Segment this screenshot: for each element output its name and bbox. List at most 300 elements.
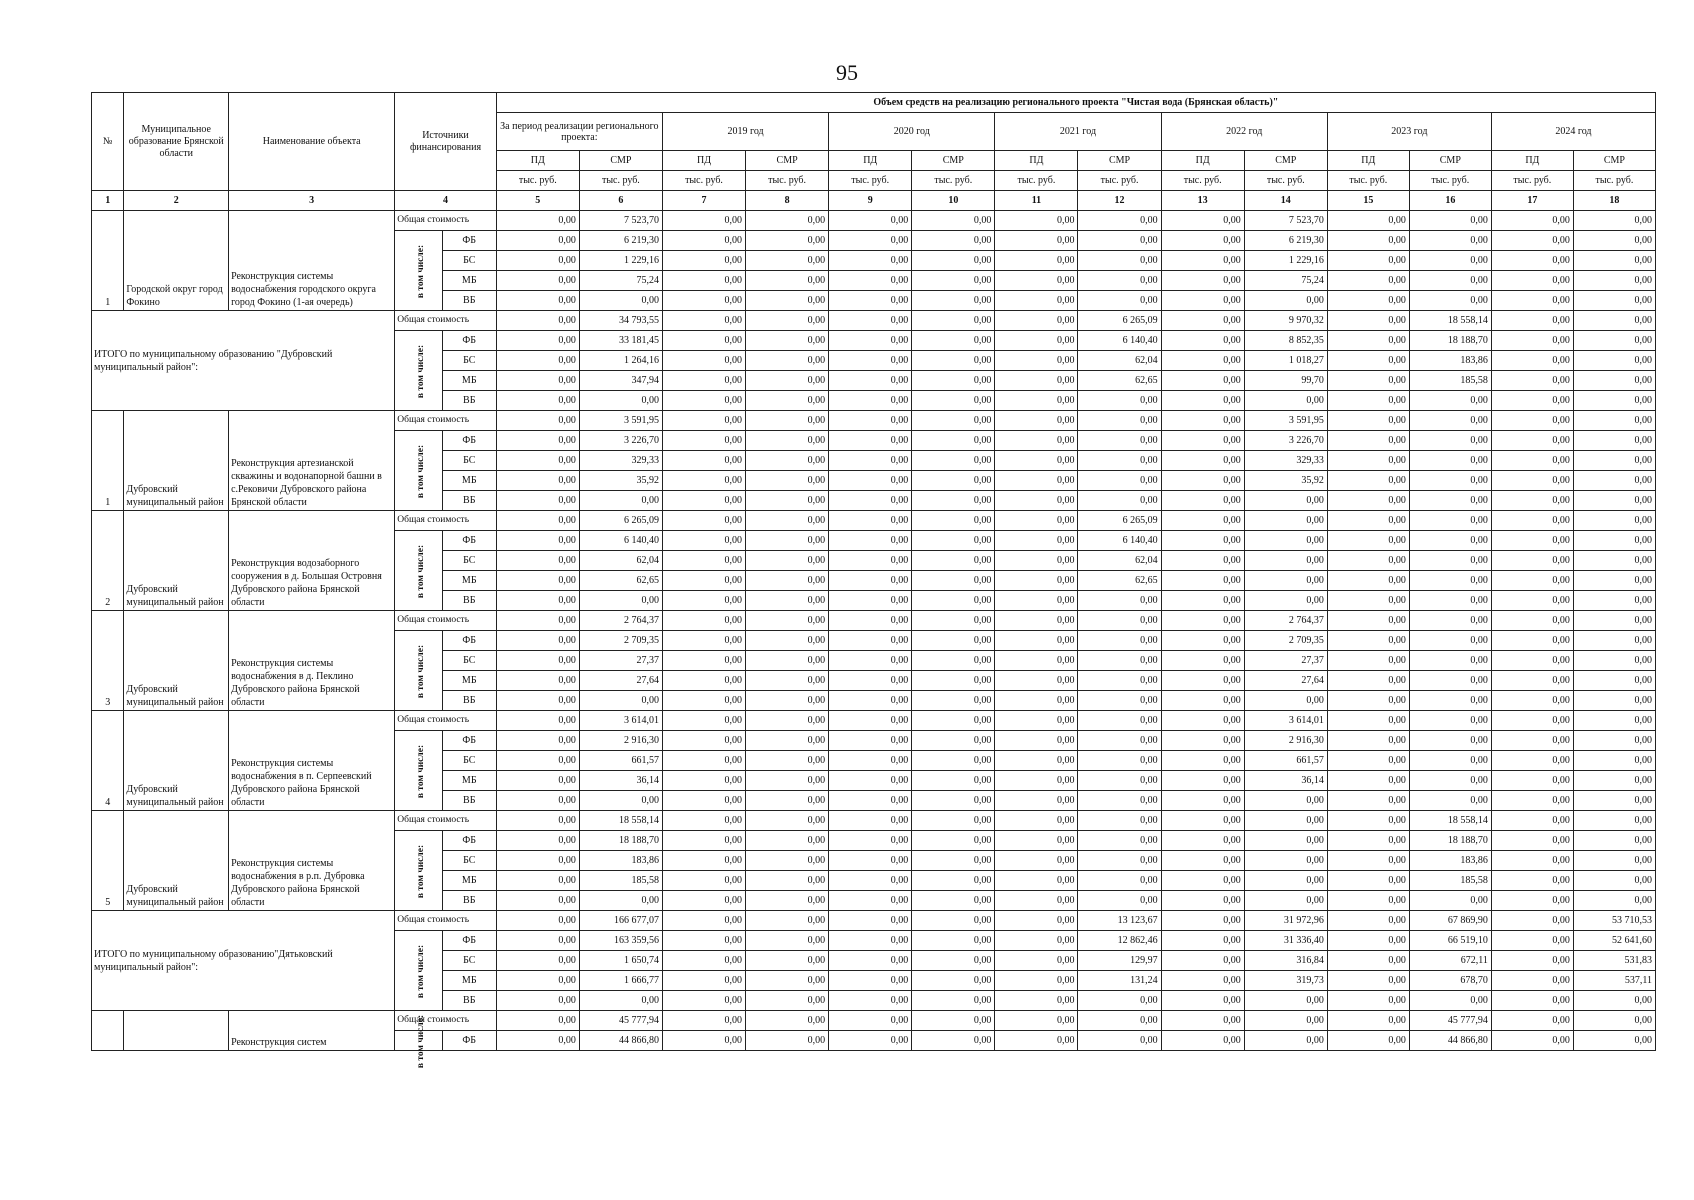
table-cell: 0,00 — [912, 791, 995, 811]
table-cell: 0,00 — [1409, 691, 1491, 711]
table-cell: 0,00 — [662, 811, 745, 831]
table-cell: 0,00 — [1491, 691, 1573, 711]
table-cell: 0,00 — [662, 931, 745, 951]
table-cell: 0,00 — [1573, 351, 1655, 371]
unit-label: тыс. руб. — [496, 171, 579, 191]
table-cell: 0,00 — [662, 391, 745, 411]
itogo-label: ИТОГО по муниципальному образованию"Дятьковский муниципальный район": — [92, 911, 395, 1011]
table-row — [92, 1011, 1656, 1031]
table-cell: 0,00 — [912, 991, 995, 1011]
table-cell: 0,00 — [1327, 991, 1409, 1011]
table-cell: 0,00 — [496, 691, 579, 711]
table-cell: 62,04 — [579, 551, 662, 571]
source-label: ВБ — [442, 491, 496, 511]
table-cell: 0,00 — [1409, 891, 1491, 911]
table-cell: 0,00 — [1327, 711, 1409, 731]
unit-label: тыс. руб. — [662, 171, 745, 191]
table-cell: 0,00 — [1161, 751, 1244, 771]
table-cell: 0,00 — [1491, 1011, 1573, 1031]
table-cell: 0,00 — [1078, 491, 1161, 511]
table-cell: 62,04 — [1078, 551, 1161, 571]
table-cell: 0,00 — [829, 631, 912, 651]
table-cell: 0,00 — [662, 231, 745, 251]
table-cell: 0,00 — [496, 291, 579, 311]
table-cell: 0,00 — [1161, 951, 1244, 971]
table-cell: 0,00 — [496, 351, 579, 371]
table-cell: 0,00 — [579, 891, 662, 911]
pd-header: ПД — [995, 151, 1078, 171]
table-cell: 0,00 — [662, 491, 745, 511]
source-label: БС — [442, 651, 496, 671]
table-cell: 6 219,30 — [579, 231, 662, 251]
table-cell: 0,00 — [829, 691, 912, 711]
table-cell: 99,70 — [1244, 371, 1327, 391]
table-cell: 0,00 — [829, 391, 912, 411]
table-cell: 0,00 — [1491, 651, 1573, 671]
header-object: Наименование объекта — [229, 93, 395, 191]
table-cell: 1 229,16 — [579, 251, 662, 271]
table-cell: 0,00 — [1409, 611, 1491, 631]
table-cell: 0,00 — [829, 1011, 912, 1031]
table-cell: 0,00 — [1491, 751, 1573, 771]
table-cell: 0,00 — [496, 1011, 579, 1031]
table-cell: 0,00 — [1161, 231, 1244, 251]
table-cell: 0,00 — [662, 1011, 745, 1031]
source-label: ВБ — [442, 691, 496, 711]
table-cell: 0,00 — [829, 931, 912, 951]
table-cell: 3 614,01 — [1244, 711, 1327, 731]
table-cell: 0,00 — [496, 811, 579, 831]
unit-label: тыс. руб. — [1491, 171, 1573, 191]
table-cell: 0,00 — [912, 291, 995, 311]
table-cell: 0,00 — [995, 471, 1078, 491]
table-cell: 7 523,70 — [1244, 211, 1327, 231]
table-cell: 0,00 — [1327, 751, 1409, 771]
table-cell: 0,00 — [995, 311, 1078, 331]
table-cell: 0,00 — [995, 751, 1078, 771]
table-cell: 0,00 — [1409, 211, 1491, 231]
table-cell: 0,00 — [912, 971, 995, 991]
table-cell: 0,00 — [496, 831, 579, 851]
table-row — [92, 611, 1656, 631]
unit-label: тыс. руб. — [1573, 171, 1655, 191]
table-cell: 0,00 — [746, 591, 829, 611]
table-cell: 0,00 — [912, 251, 995, 271]
table-cell: 0,00 — [1491, 351, 1573, 371]
table-cell: 0,00 — [1244, 551, 1327, 571]
table-cell: 0,00 — [496, 311, 579, 331]
column-number: 13 — [1161, 191, 1244, 211]
table-cell: 0,00 — [1491, 251, 1573, 271]
table-cell: 0,00 — [912, 271, 995, 291]
object-name: Реконструкция системы водоснабжения в п. Серпеевский Дубровского района Брянской области — [229, 711, 395, 811]
table-cell: 0,00 — [1327, 911, 1409, 931]
table-cell: 0,00 — [1491, 411, 1573, 431]
table-cell: 2 709,35 — [1244, 631, 1327, 651]
table-cell: 0,00 — [1409, 711, 1491, 731]
table-cell: 0,00 — [496, 431, 579, 451]
table-cell: 0,00 — [1161, 931, 1244, 951]
table-cell: 0,00 — [995, 651, 1078, 671]
source-label: БС — [442, 851, 496, 871]
table-cell: 0,00 — [1161, 431, 1244, 451]
table-cell: 0,00 — [912, 891, 995, 911]
source-label: ФБ — [442, 731, 496, 751]
table-cell: 0,00 — [912, 711, 995, 731]
table-cell: 0,00 — [1327, 1011, 1409, 1031]
table-cell: 0,00 — [1078, 711, 1161, 731]
table-cell: 0,00 — [496, 711, 579, 731]
table-cell: 531,83 — [1573, 951, 1655, 971]
table-cell: 0,00 — [1409, 731, 1491, 751]
table-cell: 0,00 — [1161, 691, 1244, 711]
in-that-text: в том числе: — [416, 844, 427, 898]
table-cell: 0,00 — [912, 511, 995, 531]
table-cell: 0,00 — [496, 331, 579, 351]
table-cell: 0,00 — [829, 371, 912, 391]
smr-header: СМР — [579, 151, 662, 171]
table-cell: 678,70 — [1409, 971, 1491, 991]
table-cell: 0,00 — [1491, 471, 1573, 491]
table-cell: 0,00 — [912, 651, 995, 671]
table-cell: 0,00 — [1491, 551, 1573, 571]
unit-label: тыс. руб. — [1078, 171, 1161, 191]
table-cell: 0,00 — [912, 1011, 995, 1031]
table-cell: 0,00 — [995, 211, 1078, 231]
table-cell: 319,73 — [1244, 971, 1327, 991]
table-cell: 0,00 — [829, 651, 912, 671]
table-cell: 0,00 — [1573, 711, 1655, 731]
table-cell: 0,00 — [1078, 671, 1161, 691]
table-cell: 0,00 — [829, 971, 912, 991]
table-cell: 35,92 — [1244, 471, 1327, 491]
row-number: 5 — [92, 811, 124, 911]
table-cell: 0,00 — [579, 491, 662, 511]
table-cell: 0,00 — [496, 571, 579, 591]
column-number: 15 — [1327, 191, 1409, 211]
table-cell: 0,00 — [496, 211, 579, 231]
smr-header: СМР — [746, 151, 829, 171]
unit-label: тыс. руб. — [1409, 171, 1491, 191]
table-cell: 0,00 — [1491, 231, 1573, 251]
table-cell: 0,00 — [995, 391, 1078, 411]
table-cell: 0,00 — [1327, 611, 1409, 631]
table-cell: 0,00 — [662, 911, 745, 931]
table-cell: 0,00 — [995, 791, 1078, 811]
table-cell: 0,00 — [829, 291, 912, 311]
source-label: БС — [442, 751, 496, 771]
table-cell: 0,00 — [1078, 791, 1161, 811]
table-cell: 27,37 — [579, 651, 662, 671]
table-cell: 0,00 — [912, 851, 995, 871]
table-cell: 0,00 — [995, 291, 1078, 311]
table-cell: 0,00 — [1078, 891, 1161, 911]
table-cell: 0,00 — [1161, 671, 1244, 691]
table-cell: 0,00 — [662, 691, 745, 711]
table-cell: 0,00 — [1409, 431, 1491, 451]
table-cell: 0,00 — [912, 311, 995, 331]
table-cell: 0,00 — [662, 291, 745, 311]
table-cell: 0,00 — [1327, 871, 1409, 891]
table-cell: 0,00 — [1327, 731, 1409, 751]
object-name: Реконструкция систем — [229, 1011, 395, 1051]
table-cell: 0,00 — [1491, 491, 1573, 511]
table-cell: 0,00 — [1161, 351, 1244, 371]
table-cell: 183,86 — [579, 851, 662, 871]
table-cell: 0,00 — [1409, 451, 1491, 471]
table-cell: 2 916,30 — [579, 731, 662, 751]
table-cell: 0,00 — [662, 271, 745, 291]
table-cell: 0,00 — [995, 351, 1078, 371]
table-cell: 0,00 — [496, 851, 579, 871]
table-cell: 0,00 — [1491, 891, 1573, 911]
table-cell: 0,00 — [1573, 671, 1655, 691]
table-cell: 0,00 — [746, 951, 829, 971]
object-name: Реконструкция артезианской скважины и водонапорной башни в с.Рековичи Дубровского района Брянской области — [229, 411, 395, 511]
table-cell: 0,00 — [912, 731, 995, 751]
table-cell: 0,00 — [912, 231, 995, 251]
table-cell: 0,00 — [1161, 711, 1244, 731]
total-cost-label: Общая стоимость — [395, 211, 496, 231]
table-cell: 0,00 — [995, 851, 1078, 871]
table-cell: 0,00 — [746, 1031, 829, 1051]
table-cell: 62,65 — [1078, 571, 1161, 591]
table-cell: 0,00 — [1327, 851, 1409, 871]
table-cell: 0,00 — [1491, 631, 1573, 651]
table-cell: 0,00 — [662, 791, 745, 811]
table-cell: 0,00 — [912, 491, 995, 511]
table-cell: 0,00 — [662, 851, 745, 871]
table-cell: 0,00 — [1491, 211, 1573, 231]
table-cell: 0,00 — [1078, 391, 1161, 411]
table-cell: 0,00 — [1161, 651, 1244, 671]
table-cell: 0,00 — [912, 531, 995, 551]
table-cell: 0,00 — [746, 851, 829, 871]
table-cell: 0,00 — [1161, 911, 1244, 931]
table-cell: 0,00 — [746, 971, 829, 991]
source-label: МБ — [442, 871, 496, 891]
table-cell: 0,00 — [662, 571, 745, 591]
source-label: ВБ — [442, 991, 496, 1011]
table-cell: 0,00 — [995, 451, 1078, 471]
pd-header: ПД — [1491, 151, 1573, 171]
table-cell: 6 140,40 — [1078, 331, 1161, 351]
table-cell: 0,00 — [1327, 211, 1409, 231]
table-cell: 36,14 — [579, 771, 662, 791]
municipality-name: Дубровский муниципальный район — [124, 511, 229, 611]
table-cell: 316,84 — [1244, 951, 1327, 971]
table-cell: 0,00 — [912, 411, 995, 431]
table-cell: 9 970,32 — [1244, 311, 1327, 331]
table-cell: 0,00 — [1078, 691, 1161, 711]
table-cell: 0,00 — [1573, 1031, 1655, 1051]
source-label: МБ — [442, 471, 496, 491]
table-cell: 0,00 — [1491, 451, 1573, 471]
table-cell: 0,00 — [912, 951, 995, 971]
table-cell: 0,00 — [1244, 831, 1327, 851]
table-cell: 0,00 — [1327, 351, 1409, 371]
table-cell: 3 591,95 — [1244, 411, 1327, 431]
table-cell: 0,00 — [1244, 691, 1327, 711]
table-cell: 0,00 — [912, 691, 995, 711]
unit-label: тыс. руб. — [1161, 171, 1244, 191]
smr-header: СМР — [1409, 151, 1491, 171]
column-number: 7 — [662, 191, 745, 211]
table-cell: 0,00 — [995, 251, 1078, 271]
table-cell: 0,00 — [829, 831, 912, 851]
column-number: 9 — [829, 191, 912, 211]
in-that-text: в том числе: — [416, 344, 427, 398]
column-number: 2 — [124, 191, 229, 211]
table-cell: 0,00 — [746, 931, 829, 951]
table-cell: 0,00 — [995, 691, 1078, 711]
table-cell: 0,00 — [662, 751, 745, 771]
table-cell: 0,00 — [1573, 311, 1655, 331]
table-cell: 0,00 — [1078, 771, 1161, 791]
table-cell: 0,00 — [662, 671, 745, 691]
unit-label: тыс. руб. — [1244, 171, 1327, 191]
table-cell: 0,00 — [746, 991, 829, 1011]
table-cell: 661,57 — [1244, 751, 1327, 771]
table-cell: 0,00 — [1491, 531, 1573, 551]
table-cell: 0,00 — [746, 391, 829, 411]
table-cell: 0,00 — [829, 991, 912, 1011]
table-cell: 0,00 — [746, 811, 829, 831]
table-cell: 1 666,77 — [579, 971, 662, 991]
period-header: 2021 год — [995, 113, 1161, 151]
table-cell: 0,00 — [746, 691, 829, 711]
table-cell: 0,00 — [662, 431, 745, 451]
table-cell: 0,00 — [1078, 291, 1161, 311]
table-cell: 131,24 — [1078, 971, 1161, 991]
table-cell: 0,00 — [496, 951, 579, 971]
period-header: 2022 год — [1161, 113, 1327, 151]
table-cell: 0,00 — [829, 511, 912, 531]
table-cell: 0,00 — [1573, 391, 1655, 411]
table-cell: 0,00 — [662, 651, 745, 671]
source-label: ФБ — [442, 531, 496, 551]
source-label: ФБ — [442, 431, 496, 451]
table-cell: 27,64 — [579, 671, 662, 691]
table-cell: 62,65 — [1078, 371, 1161, 391]
table-cell: 0,00 — [995, 611, 1078, 631]
table-cell: 0,00 — [746, 371, 829, 391]
table-cell: 0,00 — [995, 511, 1078, 531]
table-cell: 0,00 — [1573, 871, 1655, 891]
table-cell: 0,00 — [1573, 431, 1655, 451]
table-cell: 0,00 — [995, 551, 1078, 571]
table-cell: 0,00 — [579, 791, 662, 811]
table-cell: 0,00 — [746, 871, 829, 891]
table-cell: 0,00 — [1573, 631, 1655, 651]
table-cell: 0,00 — [496, 631, 579, 651]
table-cell: 0,00 — [829, 871, 912, 891]
column-number: 16 — [1409, 191, 1491, 211]
table-cell: 0,00 — [746, 431, 829, 451]
table-cell: 0,00 — [746, 411, 829, 431]
table-cell: 0,00 — [1327, 1031, 1409, 1051]
table-cell: 0,00 — [746, 731, 829, 751]
table-cell: 0,00 — [496, 931, 579, 951]
table-cell: 0,00 — [829, 211, 912, 231]
table-cell: 0,00 — [912, 611, 995, 631]
table-cell: 0,00 — [662, 771, 745, 791]
table-cell: 185,58 — [1409, 871, 1491, 891]
table-cell: 0,00 — [1573, 251, 1655, 271]
table-cell: 0,00 — [1573, 571, 1655, 591]
table-cell: 0,00 — [995, 831, 1078, 851]
table-cell: 0,00 — [1327, 291, 1409, 311]
object-name: Реконструкция водозаборного сооружения в д. Большая Островня Дубровского района Брянской области — [229, 511, 395, 611]
table-cell: 0,00 — [1409, 511, 1491, 531]
table-cell: 0,00 — [1161, 811, 1244, 831]
table-cell: 44 866,80 — [1409, 1031, 1491, 1051]
table-cell: 0,00 — [1161, 991, 1244, 1011]
object-name: Реконструкция системы водоснабжения в р.п. Дубровка Дубровского района Брянской области — [229, 811, 395, 911]
smr-header: СМР — [912, 151, 995, 171]
table-cell: 0,00 — [1573, 791, 1655, 811]
table-cell: 0,00 — [1573, 331, 1655, 351]
table-cell: 0,00 — [1161, 571, 1244, 591]
table-cell: 0,00 — [662, 211, 745, 231]
table-cell: 7 523,70 — [579, 211, 662, 231]
table-cell: 0,00 — [995, 931, 1078, 951]
table-cell: 0,00 — [496, 971, 579, 991]
table-cell: 0,00 — [829, 411, 912, 431]
table-cell: 75,24 — [1244, 271, 1327, 291]
table-cell: 0,00 — [1161, 831, 1244, 851]
unit-label: тыс. руб. — [746, 171, 829, 191]
table-cell: 0,00 — [1327, 331, 1409, 351]
table-cell: 0,00 — [746, 491, 829, 511]
table-cell: 0,00 — [1161, 471, 1244, 491]
table-cell: 0,00 — [1491, 611, 1573, 631]
column-number: 6 — [579, 191, 662, 211]
table-cell: 62,65 — [579, 571, 662, 591]
table-row — [92, 211, 1656, 231]
table-cell: 0,00 — [746, 611, 829, 631]
table-cell: 0,00 — [912, 471, 995, 491]
table-cell: 31 336,40 — [1244, 931, 1327, 951]
municipality-name: Дубровский муниципальный район — [124, 611, 229, 711]
source-label: ФБ — [442, 631, 496, 651]
pd-header: ПД — [662, 151, 745, 171]
table-cell: 0,00 — [1491, 731, 1573, 751]
table-cell: 0,00 — [1491, 791, 1573, 811]
table-cell: 75,24 — [579, 271, 662, 291]
municipality-name: Дубровский муниципальный район — [124, 711, 229, 811]
table-row — [92, 411, 1656, 431]
table-cell: 0,00 — [1327, 411, 1409, 431]
table-cell: 0,00 — [1573, 771, 1655, 791]
in-that-text: в том числе: — [416, 744, 427, 798]
column-number: 5 — [496, 191, 579, 211]
table-cell: 0,00 — [1161, 891, 1244, 911]
in-that-text: в том числе: — [416, 644, 427, 698]
table-cell: 0,00 — [829, 311, 912, 331]
table-cell: 0,00 — [1573, 611, 1655, 631]
table-cell: 0,00 — [995, 531, 1078, 551]
table-cell: 0,00 — [662, 991, 745, 1011]
table-cell: 0,00 — [912, 1031, 995, 1051]
table-cell: 0,00 — [995, 331, 1078, 351]
total-cost-label: Общая стоимость — [395, 711, 496, 731]
table-cell: 0,00 — [1161, 771, 1244, 791]
table-cell: 2 764,37 — [579, 611, 662, 631]
table-cell: 183,86 — [1409, 351, 1491, 371]
table-cell: 129,97 — [1078, 951, 1161, 971]
total-cost-label: Общая стоимость — [395, 1011, 496, 1031]
